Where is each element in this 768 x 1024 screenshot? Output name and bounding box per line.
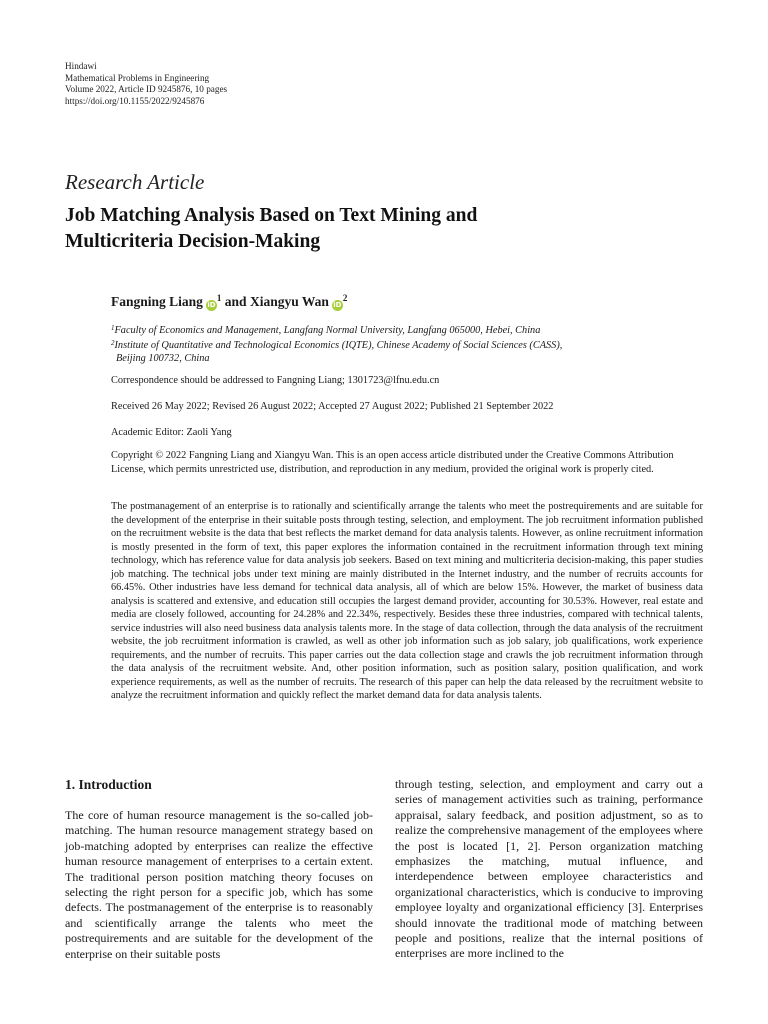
publisher-name: Hindawi	[65, 61, 97, 71]
article-title	[65, 203, 685, 255]
publication-dates: Received 26 May 2022; Revised 26 August 2022; Accepted 27 August 2022; Published 21 September 2022	[111, 401, 554, 412]
affiliation-2-continued: Beijing 100732, China	[116, 353, 210, 364]
doi-link[interactable]: https://doi.org/10.1155/2022/9245876	[65, 95, 205, 106]
title-line-1: Job Matching Analysis Based on Text Mining and	[65, 205, 478, 226]
author-list	[111, 293, 347, 311]
intro-column-right: through testing, selection, and employment and carry out a series of management activities such as training, performance appraisal, salary feedback, and position adjustment, so as to realize the comprehensive management of the employees where the post is located [1, 2]. Person organization matching emphasizes the matching, mutual influence, and interdependence between employee characteristics and organizational characteristics, which is conducive to improving employee loyalty and organizational efficiency [3]. Enterprises should innovate the traditional mode of matching between people and positions, realize that the internal positions of enterprises are more inclined to the	[395, 777, 703, 961]
correspondence: Correspondence should be addressed to Fangning Liang; 1301723@lfnu.edu.cn	[111, 375, 440, 386]
affiliations	[111, 322, 711, 365]
affiliation-mark: 2	[111, 339, 115, 347]
author-affiliation-mark: 1	[216, 293, 222, 303]
academic-editor: Academic Editor: Zaoli Yang	[111, 427, 232, 438]
article-type: Research Article	[65, 170, 205, 194]
orcid-icon[interactable]: iD	[333, 301, 342, 309]
journal-name: Mathematical Problems in Engineering	[65, 72, 210, 83]
volume-info: Volume 2022, Article ID 9245876, 10 pages	[65, 84, 228, 95]
orcid-icon[interactable]: iD	[207, 301, 216, 309]
affiliation-mark: 1	[111, 324, 115, 332]
journal-header	[65, 61, 227, 107]
title-line-2: Multicriteria Decision-Making	[65, 231, 321, 252]
author-name[interactable]: Fangning Liang	[111, 294, 203, 309]
affiliation-text: Institute of Quantitative and Technological Economics (IQTE), Chinese Academy of Social Sciences (CASS),	[114, 340, 563, 351]
abstract: The postmanagement of an enterprise is to rationally and scientifically arrange the talents who meet the postrequirements and are suitable for the development of the enterprise in their suitable posts through testing, selection, and employment. The job recruitment information published on the recruitment website is the data that best reflects the market demand for data analysis talents. However, as online recruitment information is mostly presented in the form of text, this paper explores the information contained in the recruitment information through text mining technology, which has reference value for data analysis job seekers. Based on text mining and multicriteria decision-making, this paper studies job matching. The technical jobs under text mining are mainly distributed in the Internet industry, and the number of recruits accounts for 66.45%. Other industries have less demand for technical data analysis, all of which are below 15%. However, the market of business data analysis is scattered and extensive, and education still occupies the largest demand provider, accounting for 30.53%. However, real estate and media are closely followed, accounting for 24.28% and 22.34%, respectively. Besides these three industries, compared with technical talents, service industries will also need business data analysis talents more. In the stage of data collection, through the data analysis of the recruitment website, the job recruitment information is crawled, as well as other job information such as job salary, job qualifications, work experience requirements, and the number of recruits. This paper carries out the data collection stage and crawls the job recruitment information through the data analysis of the recruitment website. And, other position information, such as position salary, position qualification, and work experience requirements, as well as the number of recruits. The research of this paper can help the data released by the recruitment website to analyze the recruitment information and quickly reflect the market demand data for data analysis talents.	[111, 501, 703, 701]
section-title: 1. Introduction	[65, 777, 152, 792]
affiliation-text: Faculty of Economics and Management, Langfang Normal University, Langfang 065000, Hebei, China	[114, 325, 541, 336]
author-joiner: and	[224, 294, 247, 309]
author-affiliation-mark: 2	[342, 293, 348, 303]
copyright-notice: Copyright © 2022 Fangning Liang and Xiangyu Wan. This is an open access article distributed under the Creative Commons Attribution License, which permits unrestricted use, distribution, and reproduction in any medium, provided the original work is properly cited.	[111, 450, 674, 475]
author-name[interactable]: Xiangyu Wan	[249, 294, 329, 309]
intro-column-left: The core of human resource management is the so-called job-matching. The human resource management strategy based on job-matching adopted by enterprises can realize the effective human resource management of enterprises to a certain extent. The traditional person position matching theory focuses on selecting the right person for a specific job, which has some defects. The postmanagement of the enterprise is to reasonably and scientifically arrange the talents who meet the postrequirements and are suitable for the development of the enterprise on their suitable posts	[65, 808, 373, 961]
affiliation-1	[111, 322, 711, 337]
affiliation-2	[111, 337, 711, 352]
